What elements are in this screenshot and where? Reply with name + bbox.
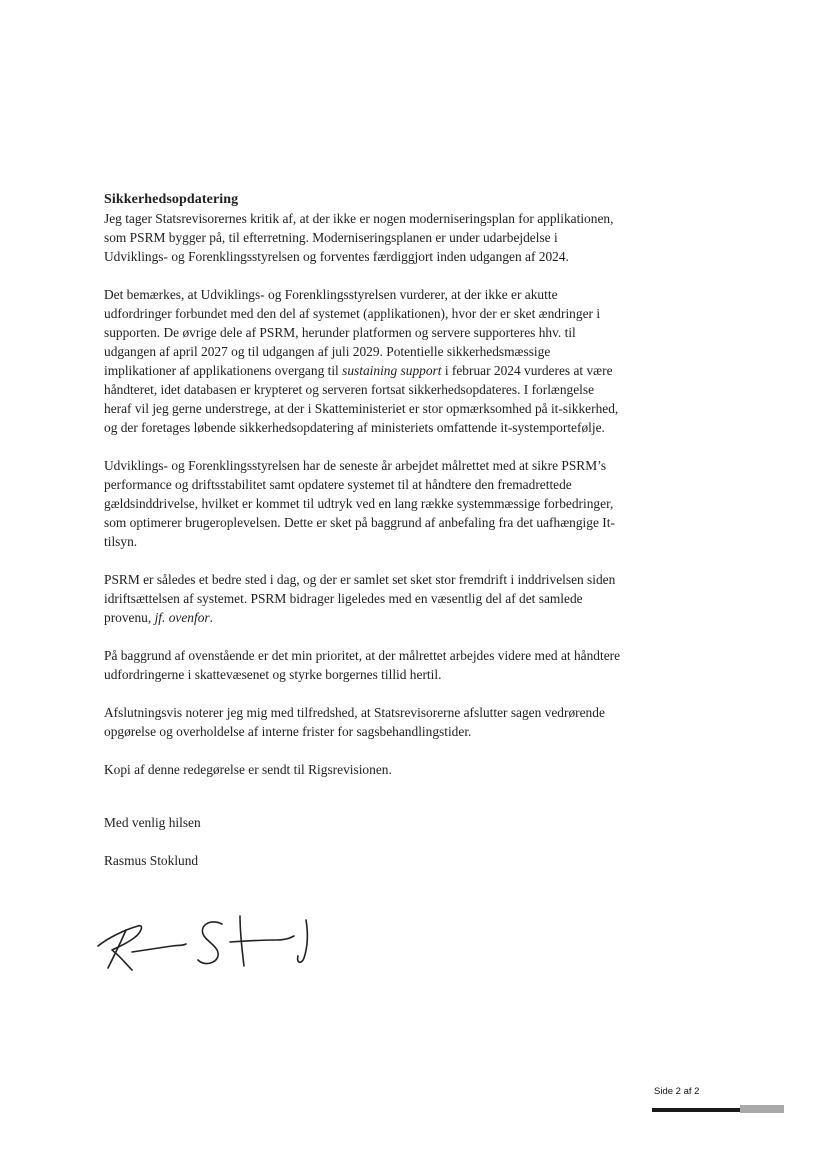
- footer-bar-grey: [740, 1105, 784, 1113]
- paragraph-3: Udviklings- og Forenklingsstyrelsen har de seneste år arbejdet målrettet med at sikre PSRM’s performance og driftsstabilitet samt opdatere systemet til at håndtere den fremadrettede gældsinddrivelse, hvilket er kommet til udtryk ved en lang række systemmæssige forbedringer, som optimerer brugeroplevelsen. Dette er sket på baggrund af anbefaling fra det uafhængige It-tilsyn.: [104, 458, 615, 549]
- paragraph-2-text-a: Det bemærkes, at Udviklings- og Forenklingsstyrelsen vurderer, at der ikke er akutte udfordringer forbundet med den del af systemet (applikationen), hvor der er sket ændringer i supporten. De øvrige dele af PSRM, herunder platformen og servere supporteres hhv. til udgangen af april 2027 og til udgangen af juli 2029. Potentielle sikkerhedsmæssige implikationer af applikationens overgang til: [104, 287, 601, 378]
- paragraph-2-italic: sustaining support: [342, 363, 442, 378]
- signatory-name: Rasmus Stoklund: [104, 853, 199, 868]
- paragraph-2-text-b: i februar 2024 vurderes at være håndteret, idet databasen er krypteret og serveren fortsat sikkerhedsopdateres. I forlængelse heraf vil jeg gerne understrege, at der i Skatteministeriet er stor opmærksomhed på it-sikkerhed, og der foretages løbende sikkerhedsopdatering af ministeriets omfattende it-systemportefølje.: [104, 363, 619, 435]
- footer-bar: [652, 1104, 784, 1114]
- paragraph-6: Afslutningsvis noterer jeg mig med tilfredshed, at Statsrevisorerne afslutter sagen vedrørende opgørelse og overholdelse af interne frister for sagsbehandlingstider.: [104, 705, 605, 739]
- closing-greeting: Med venlig hilsen: [104, 815, 201, 830]
- paragraph-4: [104, 570, 624, 627]
- paragraph-4-italic: jf. ovenfor: [154, 610, 210, 625]
- paragraph-5: På baggrund af ovenstående er det min prioritet, at der målrettet arbejdes videre med at håndtere udfordringerne i skattevæsenet og styrke borgernes tillid hertil.: [104, 648, 621, 682]
- handwritten-signature: [94, 908, 324, 980]
- paragraph-7: Kopi af denne redegørelse er sendt til Rigsrevisionen.: [104, 762, 392, 777]
- page-number: Side 2 af 2: [654, 1086, 700, 1097]
- paragraph-4-text-b: .: [209, 610, 213, 625]
- paragraph-1: Jeg tager Statsrevisorernes kritik af, at der ikke er nogen moderniseringsplan for applikationen, som PSRM bygger på, til efterretning. Moderniseringsplanen er under udarbejdelse i Udviklings- og Forenklingsstyrelsen og forventes færdiggjort inden udgangen af 2024.: [104, 211, 614, 264]
- paragraph-4-text-a: PSRM er således et bedre sted i dag, og der er samlet set sket stor fremdrift i inddrivelsen siden idriftsættelsen af systemet. PSRM bidrager ligeledes med en væsentlig del af det samlede provenu,: [104, 572, 616, 625]
- paragraph-2: [104, 285, 624, 437]
- letter-body: [104, 190, 624, 870]
- footer-bar-dark: [652, 1108, 742, 1112]
- section-heading: Sikkerhedsopdatering: [104, 192, 239, 207]
